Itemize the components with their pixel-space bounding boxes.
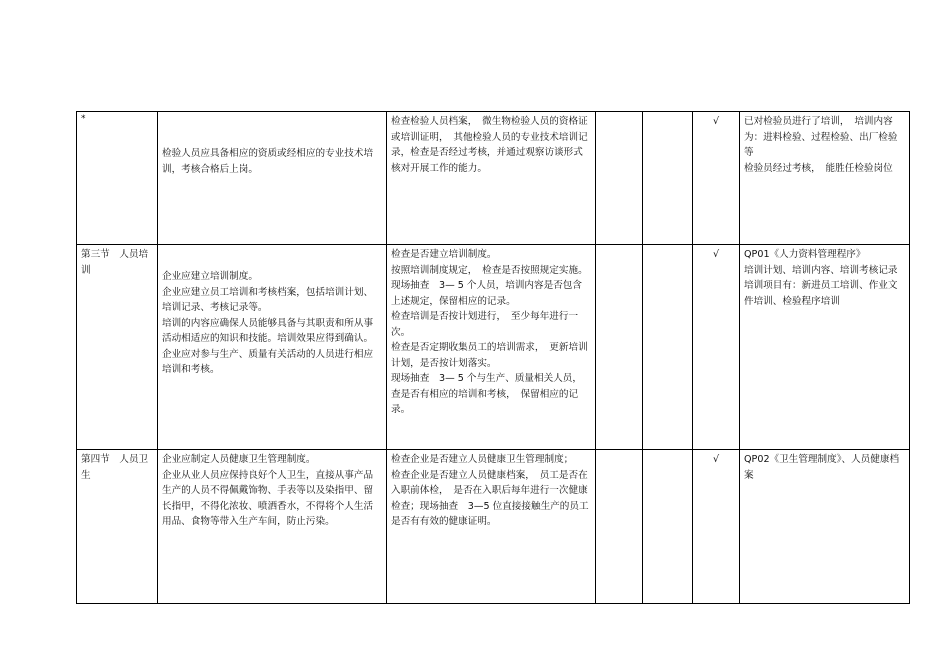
check-cell [693,245,740,450]
section-cell [77,450,158,604]
inspection-text: 检查企业是否建立人员健康卫生管理制度； [391,454,574,465]
row-marker: * [81,114,86,124]
inspection-text: 检查培训是否按计划进行， 至少每年进行一次。 [391,311,579,338]
requirement-text: 检验人员应具备相应的资质或经相应的专业技术培训，考核合格后上岗。 [162,148,374,175]
requirement-text: 企业应对参与生产、质量有关活动的人员进行相应培训和考核。 [162,348,374,375]
inspection-text: 按照培训制度规定， 检查是否按照规定实施。 [391,264,588,276]
requirement-text: 企业应建立培训制度。 [162,271,258,282]
remark-cell [740,450,910,604]
check-mark: √ [712,454,720,465]
requirement-text: 企业从业人员应保持良好个人卫生，直接从事产品生产的人员不得佩戴饰物、手表等以及染指甲、留长指甲，不得化浓妆、喷洒香水，不得将个人生活用品、食物等带入生产车间，防止污染。 [162,469,374,527]
remark-cell [740,112,910,245]
requirement-cell [158,112,387,245]
table-row [77,112,910,245]
section-cell [77,112,158,245]
audit-table [76,111,910,604]
empty-cell [643,112,693,245]
remark-text: 培训计划、培训内容、培训考核记录 [744,264,898,276]
inspection-text: 检查是否定期收集员工的培训需求， 更新培训计划，是否按计划落实。 [391,342,588,369]
remark-text: 培训项目有：新进员工培训、作业文件培训、检验程序培训 [744,280,898,307]
empty-cell [596,112,643,245]
requirement-text: 企业应建立员工培训和考核档案，包括培训计划、培训记录、考核记录等。 [162,286,374,313]
remark-text: QP01《人力资料管理程序》 [744,249,866,260]
table-row [77,450,910,604]
empty-cell [596,450,643,604]
section-title: 第四节 人员卫生 [81,454,149,481]
inspection-text: 检查企业是否建立人员健康档案， 员工是否在入职前体检， 是否在入职后每年进行一次健康检查；现场抽查 3—5 位直接接触生产的员工是否有有效的健康证明。 [391,469,589,527]
inspection-text: 现场抽查 3— 5 个人员，培训内容是否包含上述规定，保留相应的记录。 [391,280,582,307]
requirement-text: 培训的内容应确保人员能够具备与其职责和所从事活动相适应的知识和技能。培训效果应得到确认。 [162,317,374,344]
check-cell [693,450,740,604]
empty-cell [643,245,693,450]
section-cell [77,245,158,450]
inspection-text: 检查检验人员档案， 微生物检验人员的资格证或培训证明， 其他检验人员的专业技术培训记录，检查是否经过考核，并通过观察访谈形式核对开展工作的能力。 [391,116,588,174]
remark-cell [740,245,910,450]
remark-text: 检验员经过考核， 能胜任检验岗位 [744,162,893,174]
requirement-cell [158,245,387,450]
inspection-text: 检查是否建立培训制度。 [391,249,497,260]
empty-cell [643,450,693,604]
section-title: 第三节 人员培训 [81,249,149,276]
inspection-cell [387,245,596,450]
inspection-cell [387,450,596,604]
inspection-cell [387,112,596,245]
requirement-cell [158,450,387,604]
check-mark: √ [712,116,720,127]
remark-text: QP02《卫生管理制度》、人员健康档案 [744,454,900,481]
remark-text: 已对检验员进行了培训， 培训内容为：进料检验、过程检验、出厂检验等 [744,116,898,158]
requirement-text: 企业应制定人员健康卫生管理制度。 [162,454,316,465]
inspection-text: 现场抽查 3— 5 个与生产、质量相关人员，查是否有相应的培训和考核， 保留相应的记录。 [391,373,582,415]
check-mark: √ [712,249,720,260]
table-row [77,245,910,450]
check-cell [693,112,740,245]
empty-cell [596,245,643,450]
